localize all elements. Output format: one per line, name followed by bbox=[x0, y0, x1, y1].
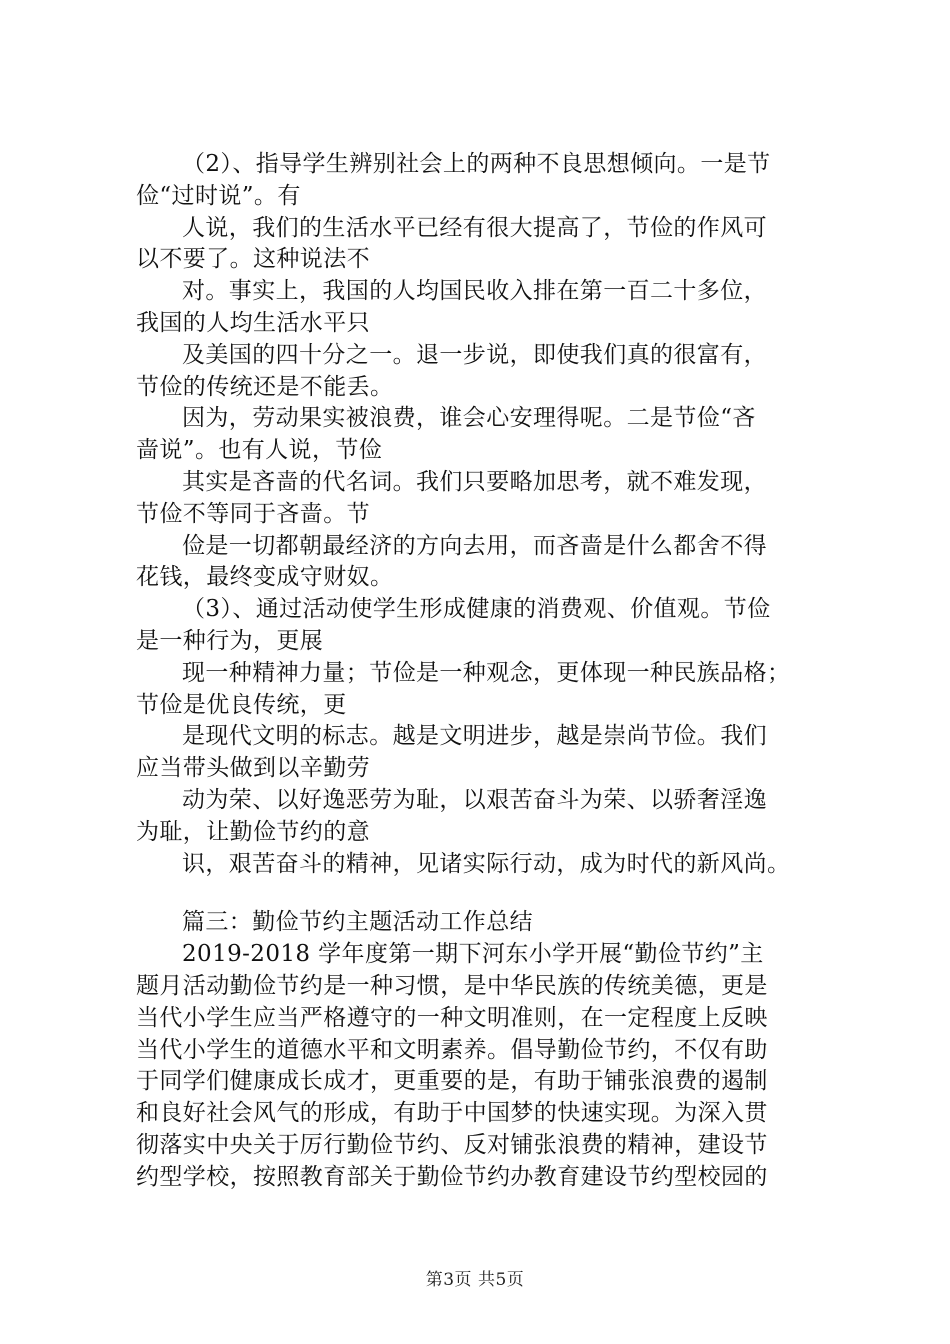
paragraph bbox=[136, 658, 836, 722]
body-line: 于同学们健康成长成才，更重要的是，有助于铺张浪费的遏制 bbox=[136, 1068, 768, 1095]
paragraph-line: 对。事实上，我国的人均国民收入排在第一百二十多位， bbox=[182, 278, 767, 305]
paragraph-line: 节俭的传统还是不能丢。 bbox=[136, 373, 394, 400]
body-line: 2019-2018 学年度第一期下河东小学开展“勤俭节约”主 bbox=[182, 941, 764, 968]
paragraph-line: 动为荣、以好逸恶劳为耻，以艰苦奋斗为荣、以骄奢淫逸 bbox=[182, 786, 767, 813]
paragraph-line: 是现代文明的标志。越是文明进步，越是崇尚节俭。我们 bbox=[182, 723, 767, 750]
body-line: 和良好社会风气的形成，有助于中国梦的快速实现。为深入贯 bbox=[136, 1100, 768, 1127]
paragraph bbox=[136, 276, 836, 340]
body-line: 当代小学生应当严格遵守的一种文明准则，在一定程度上反映 bbox=[136, 1004, 768, 1031]
document-content bbox=[136, 149, 836, 1194]
body-line: 彻落实中央关于厉行勤俭节约、反对铺张浪费的精神，建设节 bbox=[136, 1131, 768, 1158]
paragraph-line: 人说，我们的生活水平已经有很大提高了，节俭的作风可 bbox=[182, 214, 767, 241]
paragraph-line: 为耻，让勤俭节约的意 bbox=[136, 818, 370, 845]
paragraph bbox=[136, 849, 836, 881]
body-line: 当代小学生的道德水平和文明素养。倡导勤俭节约，不仅有助 bbox=[136, 1036, 768, 1063]
paragraph-line: 是一种行为，更展 bbox=[136, 627, 324, 654]
paragraph bbox=[136, 531, 836, 595]
body-paragraph bbox=[136, 939, 836, 1193]
paragraph bbox=[136, 785, 836, 849]
paragraph-line: 以不要了。这种说法不 bbox=[136, 246, 370, 273]
paragraph-line: 啬说”。也有人说，节俭 bbox=[136, 437, 383, 464]
paragraph bbox=[136, 721, 836, 785]
paragraph bbox=[136, 340, 836, 404]
paragraph-line: 应当带头做到以辛勤劳 bbox=[136, 755, 370, 782]
paragraph-line: 花钱，最终变成守财奴。 bbox=[136, 564, 394, 591]
paragraph-line: 节俭是优良传统，更 bbox=[136, 691, 347, 718]
paragraph bbox=[136, 149, 836, 213]
paragraph bbox=[136, 467, 836, 531]
paragraph bbox=[136, 213, 836, 277]
paragraph-line: 俭是一切都朝最经济的方向去用，而吝啬是什么都舍不得 bbox=[182, 532, 767, 559]
paragraph-line: 因为，劳动果实被浪费，谁会心安理得呢。二是节俭“吝 bbox=[182, 405, 756, 432]
paragraph-line: （3）、通过活动使学生形成健康的消费观、价值观。节俭 bbox=[182, 596, 771, 623]
paragraph-line: （2）、指导学生辨别社会上的两种不良思想倾向。一是节 bbox=[182, 151, 771, 177]
paragraph-line: 节俭不等同于吝啬。节 bbox=[136, 500, 370, 527]
section-heading: 篇三：勤俭节约主题活动工作总结 bbox=[182, 909, 533, 936]
paragraph-line: 我国的人均生活水平只 bbox=[136, 309, 370, 336]
paragraph-line: 俭“过时说”。有 bbox=[136, 182, 301, 209]
paragraph-line: 及美国的四十分之一。退一步说，即使我们真的很富有， bbox=[182, 341, 767, 368]
body-line: 题月活动勤俭节约是一种习惯，是中华民族的传统美德，更是 bbox=[136, 972, 768, 999]
section-gap bbox=[136, 880, 836, 907]
body-line: 约型学校，按照教育部关于勤俭节约办教育建设节约型校园的 bbox=[136, 1163, 768, 1190]
paragraph-line: 识，艰苦奋斗的精神，见诸实际行动，成为时代的新风尚。 bbox=[182, 850, 791, 877]
paragraph bbox=[136, 594, 836, 658]
paragraph bbox=[136, 403, 836, 467]
paragraph-line: 其实是吝啬的代名词。我们只要略加思考，就不难发现， bbox=[182, 468, 767, 495]
page-number-footer: 第3页 共5页 bbox=[425, 1270, 525, 1290]
paragraph-line: 现一种精神力量；节俭是一种观念，更体现一种民族品格； bbox=[182, 659, 791, 686]
